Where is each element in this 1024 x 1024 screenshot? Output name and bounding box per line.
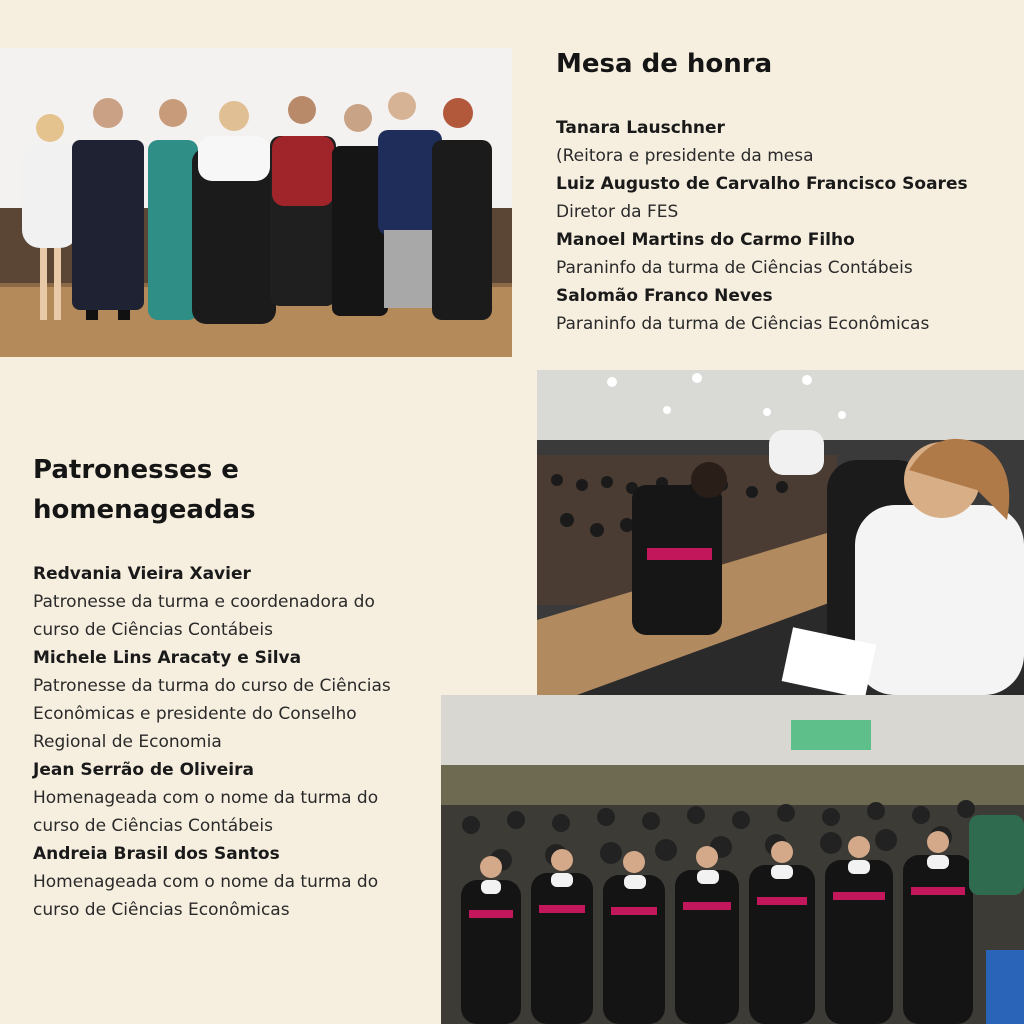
group-photo (0, 48, 512, 357)
person-name: Michele Lins Aracaty e Silva (33, 648, 302, 668)
person-role: Homenageada com o nome da turma do curso de Ciências Econômicas (33, 872, 379, 920)
audience-photo (441, 695, 1024, 1024)
person-role: Paraninfo da turma de Ciências Contábeis (556, 258, 913, 278)
person-name: Andreia Brasil dos Santos (33, 844, 280, 864)
patronesses-title: Patronesses e homenageadas (33, 455, 256, 525)
ceremony-photo (537, 370, 1024, 695)
patronesses-list (33, 560, 413, 924)
person-name: Manoel Martins do Carmo Filho (556, 230, 855, 250)
person-name: Jean Serrão de Oliveira (33, 760, 254, 780)
person-role: Patronesse da turma do curso de Ciências Econômicas e presidente do Conselho Regional de Economia (33, 676, 391, 752)
person-role: Homenageada com o nome da turma do curso de Ciências Contábeis (33, 788, 379, 836)
person-name: Luiz Augusto de Carvalho Francisco Soares (556, 174, 968, 194)
person-role: Paraninfo da turma de Ciências Econômicas (556, 314, 930, 334)
person-name: Salomão Franco Neves (556, 286, 773, 306)
mesa-de-honra-list (556, 114, 968, 338)
person-role: Diretor da FES (556, 202, 679, 222)
person-name: Tanara Lauschner (556, 118, 725, 138)
mesa-de-honra-title: Mesa de honra (556, 49, 773, 79)
person-role: (Reitora e presidente da mesa (556, 146, 814, 166)
person-name: Redvania Vieira Xavier (33, 564, 251, 584)
person-role: Patronesse da turma e coordenadora do curso de Ciências Contábeis (33, 592, 375, 640)
